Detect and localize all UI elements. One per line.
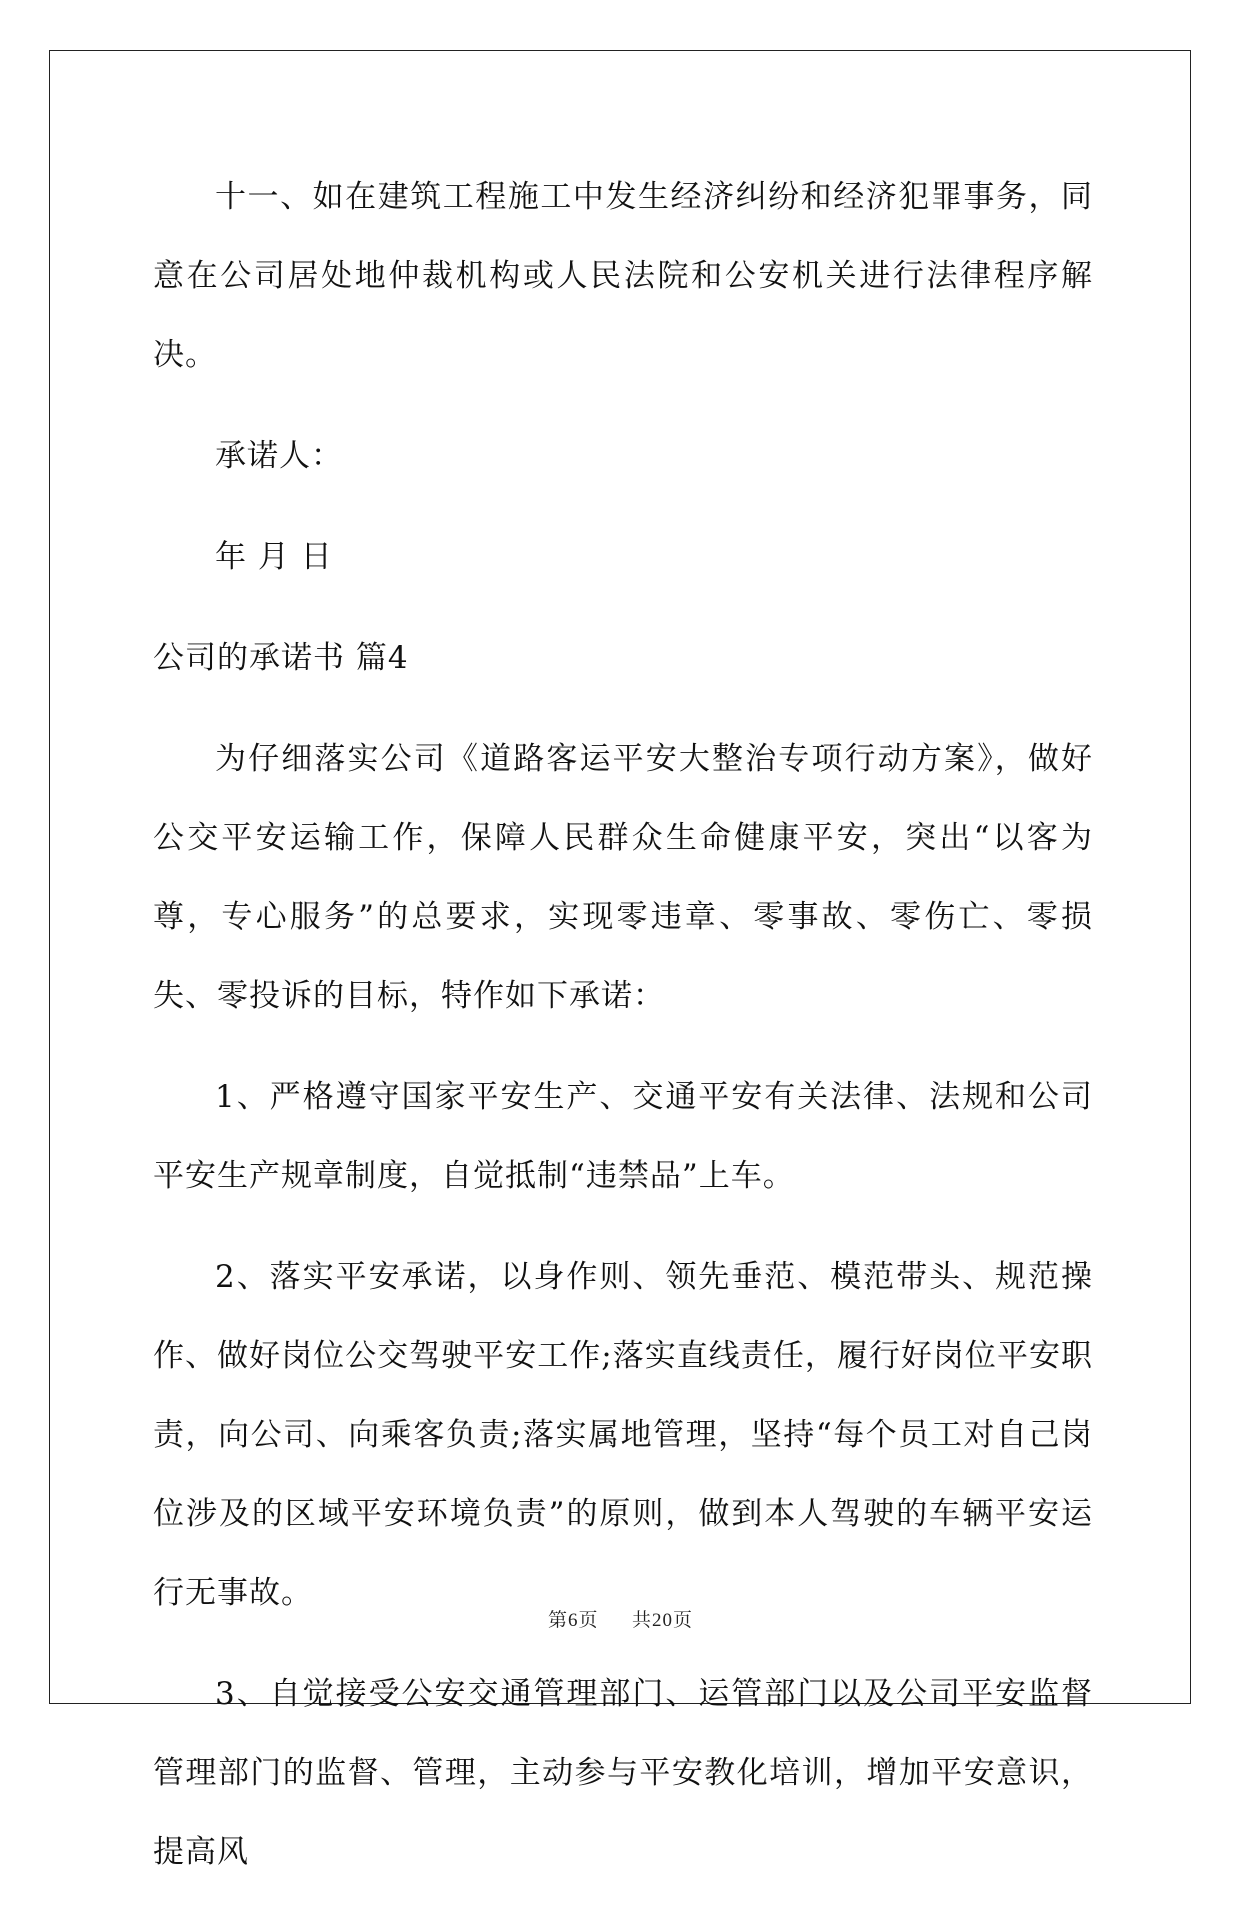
paragraph-item-2: 2、落实平安承诺，以身作则、领先垂范、模范带头、规范操作、做好岗位公交驾驶平安工作;落实直线责任，履行好岗位平安职责，向公司、向乘客负责;落实属地管理，坚持“每个员工对自己岗位涉及的区域平安环境负责”的原则，做到本人驾驶的车辆平安运行无事故。 [153,1259,1093,1611]
paragraph-item-1: 1、严格遵守国家平安生产、交通平安有关法律、法规和公司平安生产规章制度，自觉抵制“违禁品”上车。 [153,1079,1093,1194]
section-heading: 公司的承诺书 篇4 [153,640,409,676]
paragraph-intro: 为仔细落实公司《道路客运平安大整治专项行动方案》，做好公交平安运输工作，保障人民群众生命健康平安，突出“以客为尊，专心服务”的总要求，实现零违章、零事故、零伤亡、零损失、零投诉的目标，特作如下承诺： [153,741,1093,1014]
page-footer [0,1605,1241,1632]
paragraph-clause-11: 十一、如在建筑工程施工中发生经济纠纷和经济犯罪事务，同意在公司居处地仲裁机构或人民法院和公安机关进行法律程序解决。 [153,179,1093,373]
paragraph-date: 年 月 日 [215,539,333,575]
paragraph-signatory: 承诺人： [215,438,343,474]
page-number: 第6页 [547,1610,599,1631]
paragraph-item-3: 3、自觉接受公安交通管理部门、运管部门以及公司平安监督管理部门的监督、管理，主动参与平安教化培训，增加平安意识，提高风 [153,1676,1093,1870]
page-total: 共20页 [632,1610,694,1631]
document-body [153,158,1093,1914]
